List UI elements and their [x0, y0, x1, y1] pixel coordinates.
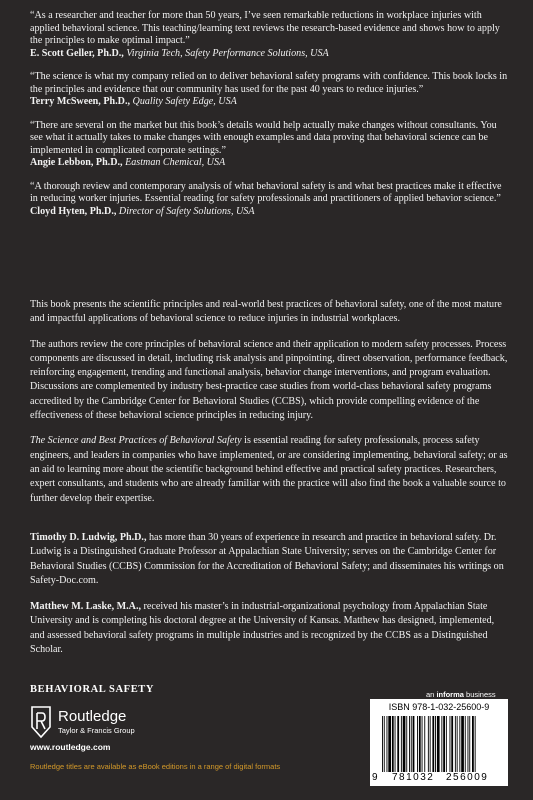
- barcode-bar: [446, 716, 447, 772]
- barcode-bar: [450, 716, 451, 772]
- barcode-digits-left: 781032: [392, 772, 435, 783]
- endorsements: [30, 10, 508, 229]
- endorsement-attribution: [30, 206, 508, 219]
- barcode-bar: [459, 716, 460, 772]
- barcode-block: [370, 699, 508, 786]
- barcode-bar: [388, 716, 391, 772]
- author-name: Matthew M. Laske, M.A.,: [30, 601, 142, 613]
- barcode-bar: [443, 716, 445, 772]
- endorser-affiliation: Virginia Tech, Safety Performance Solutions, USA: [126, 47, 329, 59]
- informa-suffix: business: [463, 690, 496, 699]
- barcode-bar: [475, 716, 476, 772]
- publisher-website[interactable]: www.routledge.com: [30, 742, 111, 752]
- author-bio-text: has more than 30 years of experience in research and practice in behavioral safety. Dr. Ludwig is a Distinguished Graduate Professor at Appalachian State University; serves on the Cambridge Center for Behavioral Studies (CCBS) Commission for the Accreditation of Behavioral Safety; and disseminates his writings on Safety-Doc.com.: [30, 532, 504, 586]
- barcode-bar: [455, 716, 456, 772]
- endorsement-quote: “A thorough review and contemporary analysis of what behavioral safety is and what best practices make it effective in reducing worker injuries. Essential reading for safety professionals and practitioners of applied behavior science.”: [30, 180, 502, 204]
- barcode-digits-right: 256009: [446, 772, 489, 783]
- barcode-bar: [428, 716, 429, 772]
- barcode-bar: [417, 716, 418, 772]
- routledge-logo-icon: [30, 705, 52, 739]
- description-text: is essential reading for safety professionals, process safety engineers, and leaders in companies who have implemented, or are considering implementing, behavioral safety; or as an aid to learning more about the scientific background behind effective and practical safety practices. Researchers, expert consultants, and students who are already familiar with the practice will also find the book a valuable source to further develop their expertise.: [30, 435, 508, 504]
- endorser-name: E. Scott Geller, Ph.D.,: [30, 47, 124, 59]
- book-description: [30, 298, 510, 517]
- informa-tagline: [426, 690, 496, 699]
- barcode-bar: [413, 716, 415, 772]
- author-bio: [30, 600, 510, 657]
- barcode-bar: [384, 716, 385, 772]
- barcode-bar: [430, 716, 431, 772]
- endorser-affiliation: Eastman Chemical, USA: [125, 157, 226, 168]
- barcode-bar: [465, 716, 466, 772]
- author-bios: [30, 531, 510, 669]
- endorsement-attribution: [30, 157, 508, 170]
- barcode-bar: [432, 716, 434, 772]
- barcode-bar: [451, 716, 453, 772]
- publisher-logo: [30, 705, 190, 745]
- description-paragraph: [30, 434, 510, 505]
- barcode-bar: [401, 716, 402, 772]
- barcode-bar: [406, 716, 407, 772]
- subject-category: BEHAVIORAL SAFETY: [30, 684, 155, 695]
- publisher-name: Routledge: [58, 708, 127, 725]
- endorsement-quote: “There are several on the market but this book’s details would help actually make changes without consultants. You see what it actually takes to make changes with enough examples and data proving that behavioral science can be implemented in complicated corporate settings.”: [30, 119, 497, 156]
- barcode-bar: [387, 716, 388, 772]
- endorser-name: Cloyd Hyten, Ph.D.,: [30, 205, 117, 217]
- publisher-subtitle: Taylor & Francis Group: [58, 726, 135, 735]
- description-paragraph: The authors review the core principles of behavioral science and their application to modern safety processes. Process components are discussed in detail, including risk analysis and pinpointing, direct observation, performance feedback, reinforcing engagement, trending and functional analysis, behavior change interventions, and program evaluation. Discussions are complemented by industry best-practice case studies from world-class behavioral safety programs accredited by the Cambridge Center for Behavioral Studies (CCBS), which provide compelling evidence of the effectiveness of these behavioral science principles in reducing injury.: [30, 338, 508, 422]
- book-title-italic: The Science and Best Practices of Behavioral Safety: [30, 435, 242, 447]
- author-bio-text: received his master’s in industrial-organizational psychology from Appalachian State University and is completing his doctoral degree at the University of Kansas. Matthew has designed, implemented, and assessed behavioral safety programs in multiple industries and is recognized by the CCBS as a Distinguished Scholar.: [30, 601, 495, 656]
- barcode-icon: [382, 716, 500, 772]
- endorser-affiliation: Quality Safety Edge, USA: [132, 96, 237, 107]
- barcode-bar: [472, 716, 474, 772]
- informa-prefix: an: [426, 690, 437, 699]
- endorser-name: Angie Lebbon, Ph.D.,: [30, 157, 123, 168]
- barcode-bar: [468, 716, 469, 772]
- endorsement: [30, 181, 508, 219]
- barcode-bar: [397, 716, 399, 772]
- barcode-bar: [422, 716, 423, 772]
- description-paragraph: This book presents the scientific principles and real-world best practices of behavioral safety, one of the most mature and impactful applications of behavioral science to reduce injuries in industrial workplaces.: [30, 299, 502, 325]
- barcode-bar: [419, 716, 421, 772]
- endorsement: [30, 120, 508, 170]
- endorsement-quote: “As a researcher and teacher for more than 50 years, I’ve seen remarkable reductions in workplace injuries with applied behavioral science. This teaching/learning text reviews the research-based evidence and shows how to apply the principles to make optimal impact.”: [30, 10, 500, 46]
- barcode-bar: [424, 716, 425, 772]
- barcode-bar: [411, 716, 412, 772]
- author-name: Timothy D. Ludwig, Ph.D.,: [30, 532, 147, 543]
- barcode-bar: [441, 716, 442, 772]
- ebook-note: Routledge titles are available as eBook editions in a range of digital formats: [30, 762, 281, 771]
- barcode-bar: [392, 716, 394, 772]
- endorsement: [30, 71, 508, 109]
- isbn-label: ISBN 978-1-032-25600-9: [388, 702, 490, 712]
- endorser-name: Terry McSween, Ph.D.,: [30, 96, 130, 107]
- endorsement-attribution: [30, 48, 508, 61]
- informa-word: informa: [436, 690, 464, 699]
- barcode-bar: [437, 716, 440, 772]
- barcode-bar: [395, 716, 396, 772]
- endorsement-quote: “The science is what my company relied on to deliver behavioral safety programs with confidence. This book locks in the principles and evidence that our community has used for the past 40 years to reduce injuries.”: [30, 71, 508, 95]
- barcode-bar: [382, 716, 383, 772]
- barcode-digit-first: 9: [372, 772, 378, 783]
- barcode-bar: [461, 716, 464, 772]
- barcode-bar: [469, 716, 470, 772]
- barcode-bar: [409, 716, 410, 772]
- barcode-bar: [457, 716, 458, 772]
- barcode-bar: [435, 716, 436, 772]
- endorsement: [30, 10, 508, 60]
- author-bio: [30, 531, 510, 588]
- endorser-affiliation: Director of Safety Solutions, USA: [118, 205, 255, 217]
- endorsement-attribution: [30, 96, 508, 109]
- barcode-bar: [403, 716, 406, 772]
